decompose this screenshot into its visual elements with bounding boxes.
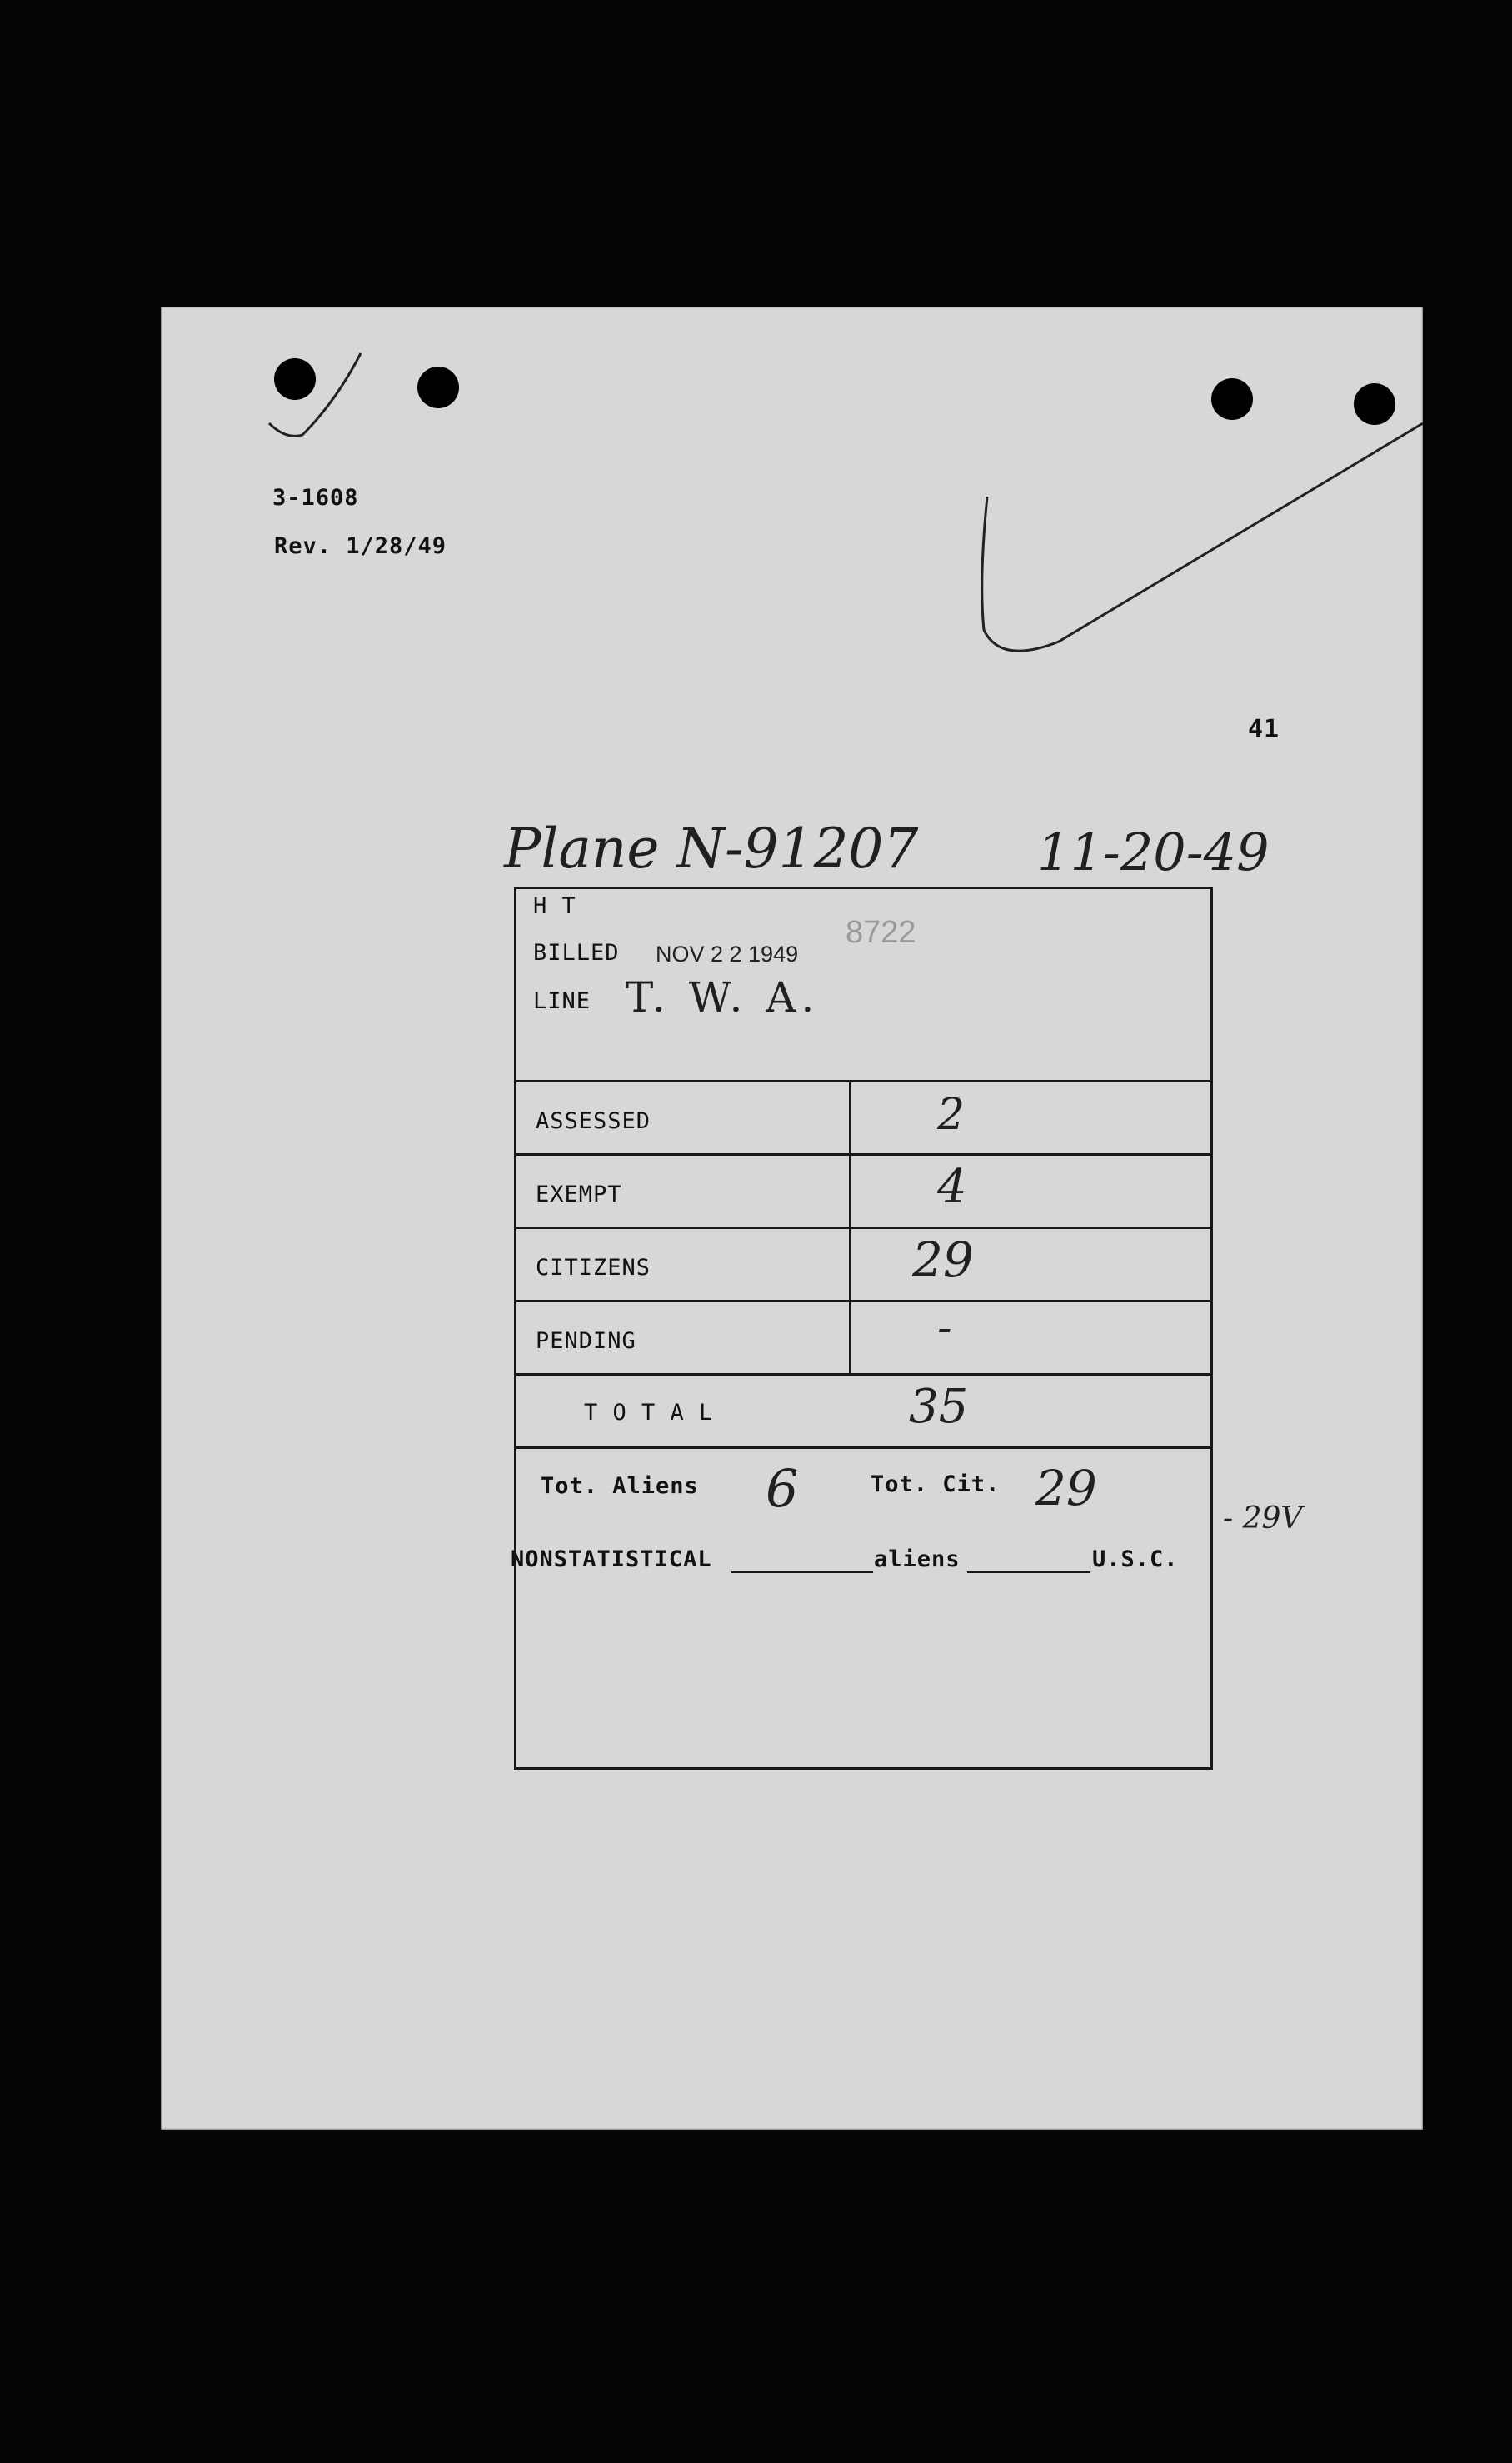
line-value: T. W. A. xyxy=(626,973,820,1022)
stamp-number: 8722 xyxy=(846,915,916,950)
check-mark-small xyxy=(269,353,361,436)
usc-label: U.S.C. xyxy=(1092,1546,1179,1572)
row-label-citizens: CITIZENS xyxy=(536,1255,651,1281)
row-label-exempt: EXEMPT xyxy=(536,1182,622,1207)
document-page xyxy=(161,307,1423,2130)
handwritten-plane: Plane N-91207 xyxy=(504,817,919,881)
tot-cit-label: Tot. Cit. xyxy=(871,1471,1001,1497)
row-value-pending: - xyxy=(937,1303,952,1353)
billed-label: BILLED xyxy=(533,940,620,966)
aliens-label: aliens xyxy=(874,1546,961,1572)
total-label: T O T A L xyxy=(584,1400,714,1426)
row-label-pending: PENDING xyxy=(536,1328,636,1354)
check-mark-large xyxy=(982,423,1423,651)
total-value: 35 xyxy=(909,1380,969,1434)
row-label-assessed: ASSESSED xyxy=(536,1108,651,1134)
tot-aliens-label: Tot. Aliens xyxy=(541,1473,699,1499)
margin-note: - 29V xyxy=(1223,1501,1303,1536)
tot-aliens-value: 6 xyxy=(766,1458,799,1519)
row-value-citizens: 29 xyxy=(912,1232,974,1288)
billed-date-stamp: NOV 2 2 1949 xyxy=(656,942,799,967)
handwritten-date: 11-20-49 xyxy=(1037,822,1270,882)
row-value-exempt: 4 xyxy=(937,1160,967,1214)
form-number: 3-1608 xyxy=(272,485,359,511)
nonstatistical-label: NONSTATISTICAL xyxy=(511,1546,712,1572)
pen-marks xyxy=(161,307,1423,2130)
row-value-assessed: 2 xyxy=(937,1090,966,1140)
revision-date: Rev. 1/28/49 xyxy=(274,533,447,559)
tot-cit-value: 29 xyxy=(1035,1460,1097,1516)
ht-label: H T xyxy=(533,893,576,919)
line-label: LINE xyxy=(533,988,591,1014)
page-number: 41 xyxy=(1248,715,1280,744)
